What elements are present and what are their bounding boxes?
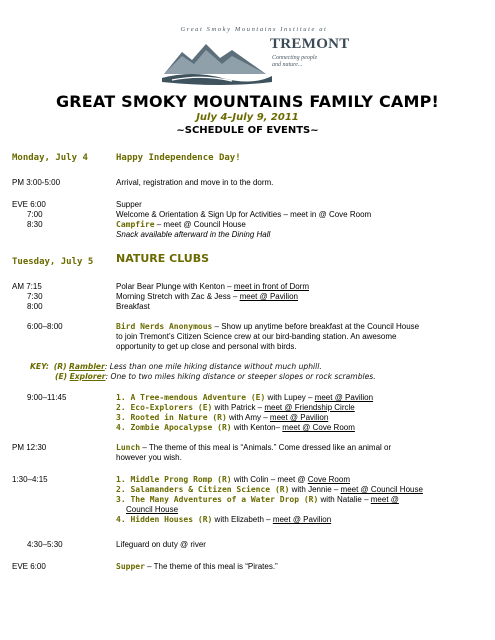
tremont-logo xyxy=(150,26,360,86)
logo-subtitle: Connecting people and nature... xyxy=(272,55,318,68)
location-link[interactable]: meet in front of Dorm xyxy=(233,282,309,291)
location-link[interactable]: meet @ xyxy=(370,495,399,504)
tuesday-day: Tuesday, July 5 xyxy=(12,257,94,267)
location-link[interactable]: Cove Room xyxy=(307,475,350,484)
page-title: GREAT SMOKY MOUNTAINS FAMILY CAMP! xyxy=(55,92,440,111)
tuesday-headline: NATURE CLUBS xyxy=(116,252,210,265)
location-link[interactable]: meet @ Pavilion xyxy=(272,515,332,524)
location-link[interactable]: meet @ Friendship Circle xyxy=(264,403,355,412)
location-link[interactable]: meet @ Pavilion xyxy=(269,413,329,422)
logo-tagline: Great Smoky Mountains Institute at xyxy=(180,26,328,33)
key-explorer: (E) Explorer: One to two miles hiking distance or steeper slopes or rock scrambles. xyxy=(55,372,376,381)
location-link[interactable]: meet @ Cove Room xyxy=(282,423,355,432)
key-rambler: KEY: (R) Rambler: Less than one mile hiking distance without much uphill. xyxy=(30,362,322,371)
location-link[interactable]: meet @ Council House xyxy=(340,485,423,494)
logo-brand: TREMONT xyxy=(270,36,350,52)
mountain-logo-icon xyxy=(162,34,272,86)
schedule-subtitle: ~SCHEDULE OF EVENTS~ xyxy=(176,125,319,136)
location-link[interactable]: meet @ Pavilion xyxy=(239,292,298,301)
location-link[interactable]: meet @ Pavilion xyxy=(314,393,374,402)
monday-headline: Happy Independence Day! xyxy=(116,153,241,163)
monday-day: Monday, July 4 xyxy=(12,153,88,163)
campfire-label: Campfire xyxy=(116,220,155,229)
location-link[interactable]: Council House xyxy=(126,505,179,514)
event-dates: July 4–July 9, 2011 xyxy=(196,112,299,123)
